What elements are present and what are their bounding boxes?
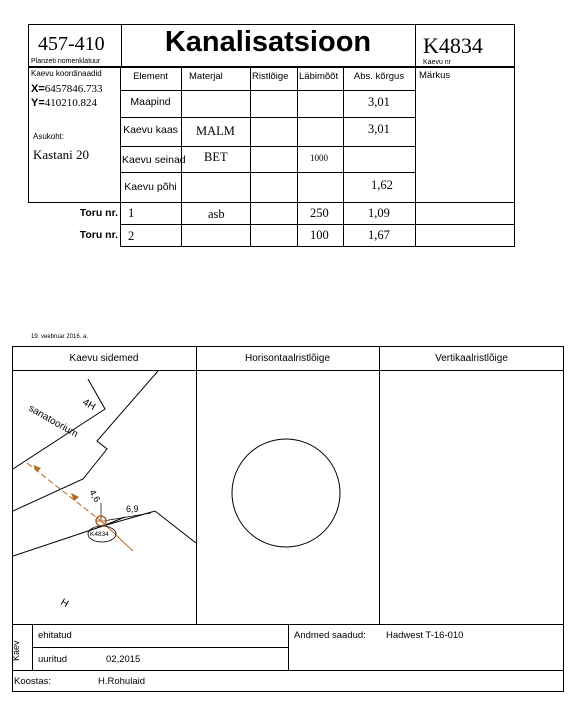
map-label-well: K4834 bbox=[90, 531, 109, 538]
uuritud-label: uuritud bbox=[38, 654, 68, 665]
source-value: Hadwest T-16-010 bbox=[386, 630, 464, 641]
well-id-caption: Kaevu nr bbox=[423, 59, 452, 66]
col-header-material: Materjal bbox=[189, 71, 223, 82]
col-header-element: Element bbox=[133, 71, 168, 82]
kaev-label: Kaev bbox=[11, 640, 21, 661]
plan-number: 457-410 bbox=[38, 33, 105, 55]
coord-x-value: 6457846.733 bbox=[44, 83, 103, 95]
divider bbox=[28, 66, 29, 203]
pipe-number: 1 bbox=[128, 206, 135, 220]
divider bbox=[120, 146, 415, 147]
map-label-sanatoorium: sanatoorium bbox=[26, 403, 80, 441]
ehitatud-label: ehitatud bbox=[38, 630, 72, 641]
coord-y bbox=[31, 97, 97, 109]
col-header-diameter: Läbimõõt bbox=[299, 71, 339, 82]
pipe-diameter: 250 bbox=[310, 206, 329, 220]
panel-title-connections: Kaevu sidemed bbox=[69, 353, 139, 364]
divider bbox=[196, 346, 197, 624]
coord-y-prefix: Y= bbox=[31, 97, 45, 109]
row-diameter: 1000 bbox=[310, 153, 328, 163]
col-header-notes: Märkus bbox=[419, 70, 451, 81]
panel-title-horizontal: Horisontaalristlõige bbox=[244, 353, 331, 364]
divider bbox=[120, 202, 515, 203]
coord-x-prefix: X= bbox=[31, 83, 45, 95]
divider bbox=[379, 346, 380, 624]
well-section-circle bbox=[232, 439, 340, 547]
col-header-cross-section: Ristlõige bbox=[252, 71, 289, 82]
pipe-height: 1,67 bbox=[368, 228, 390, 242]
pipe-label: Toru nr. bbox=[79, 207, 118, 219]
divider bbox=[32, 647, 288, 648]
row-height: 1,62 bbox=[371, 178, 393, 192]
map-label-dist-a: 4,6 bbox=[87, 488, 103, 504]
divider bbox=[32, 624, 33, 670]
building-outline bbox=[103, 511, 196, 543]
row-material: MALM bbox=[196, 124, 235, 138]
dimension-line bbox=[103, 513, 151, 521]
row-element: Kaevu kaas bbox=[123, 124, 178, 136]
panel-title-vertical: Vertikaalristlõige bbox=[435, 353, 508, 364]
divider bbox=[250, 66, 251, 246]
flow-arrow-icon bbox=[71, 493, 79, 501]
coord-y-value: 410210.824 bbox=[44, 97, 98, 109]
col-header-height: Abs. kõrgus bbox=[353, 71, 405, 82]
divider bbox=[343, 66, 344, 246]
pipe-material: asb bbox=[208, 207, 225, 221]
location-value: Kastani 20 bbox=[33, 147, 89, 162]
row-element: Maapind bbox=[130, 96, 171, 108]
location-label: Asukoht: bbox=[33, 132, 65, 141]
row-height: 3,01 bbox=[368, 122, 390, 136]
divider bbox=[297, 66, 298, 246]
divider bbox=[28, 202, 120, 203]
pipe-diameter: 100 bbox=[310, 228, 329, 242]
divider bbox=[120, 246, 515, 247]
author-value: H.Rohulaid bbox=[98, 676, 145, 687]
row-element: Kaevu seinad bbox=[122, 154, 186, 166]
row-material: BET bbox=[204, 150, 228, 164]
uuritud-value: 02,2015 bbox=[106, 654, 141, 665]
divider bbox=[415, 24, 416, 67]
horizontal-section bbox=[230, 437, 342, 549]
coord-x bbox=[31, 83, 103, 95]
divider bbox=[120, 66, 121, 246]
map-label-building-code: 4H bbox=[80, 397, 98, 413]
divider bbox=[415, 66, 416, 246]
divider bbox=[12, 670, 564, 671]
source-label: Andmed saadud: bbox=[294, 630, 366, 641]
building-outline bbox=[13, 371, 158, 511]
divider bbox=[120, 90, 415, 91]
map-label-land-code: H bbox=[58, 597, 71, 611]
pipe-label: Toru nr. bbox=[79, 229, 118, 241]
card-title: Kanalisatsioon bbox=[164, 26, 372, 58]
row-height: 3,01 bbox=[368, 95, 390, 109]
row-element: Kaevu põhi bbox=[124, 181, 177, 193]
pipe-number: 2 bbox=[128, 229, 135, 243]
divider bbox=[514, 66, 515, 246]
divider bbox=[120, 117, 415, 118]
sheet-date: 19. veebruar 2016. a. bbox=[31, 334, 89, 340]
coords-label: Kaevu koordinaadid bbox=[31, 69, 102, 78]
map-label-dist-b: 6,9 bbox=[126, 504, 139, 514]
divider bbox=[120, 172, 415, 173]
well-id: K4834 bbox=[423, 33, 483, 58]
plan-number-caption: Planzeti nomenklatuur bbox=[31, 58, 101, 65]
author-label: Koostas: bbox=[14, 676, 51, 687]
divider bbox=[288, 624, 289, 670]
pipe-height: 1,09 bbox=[368, 206, 390, 220]
divider bbox=[120, 224, 515, 225]
